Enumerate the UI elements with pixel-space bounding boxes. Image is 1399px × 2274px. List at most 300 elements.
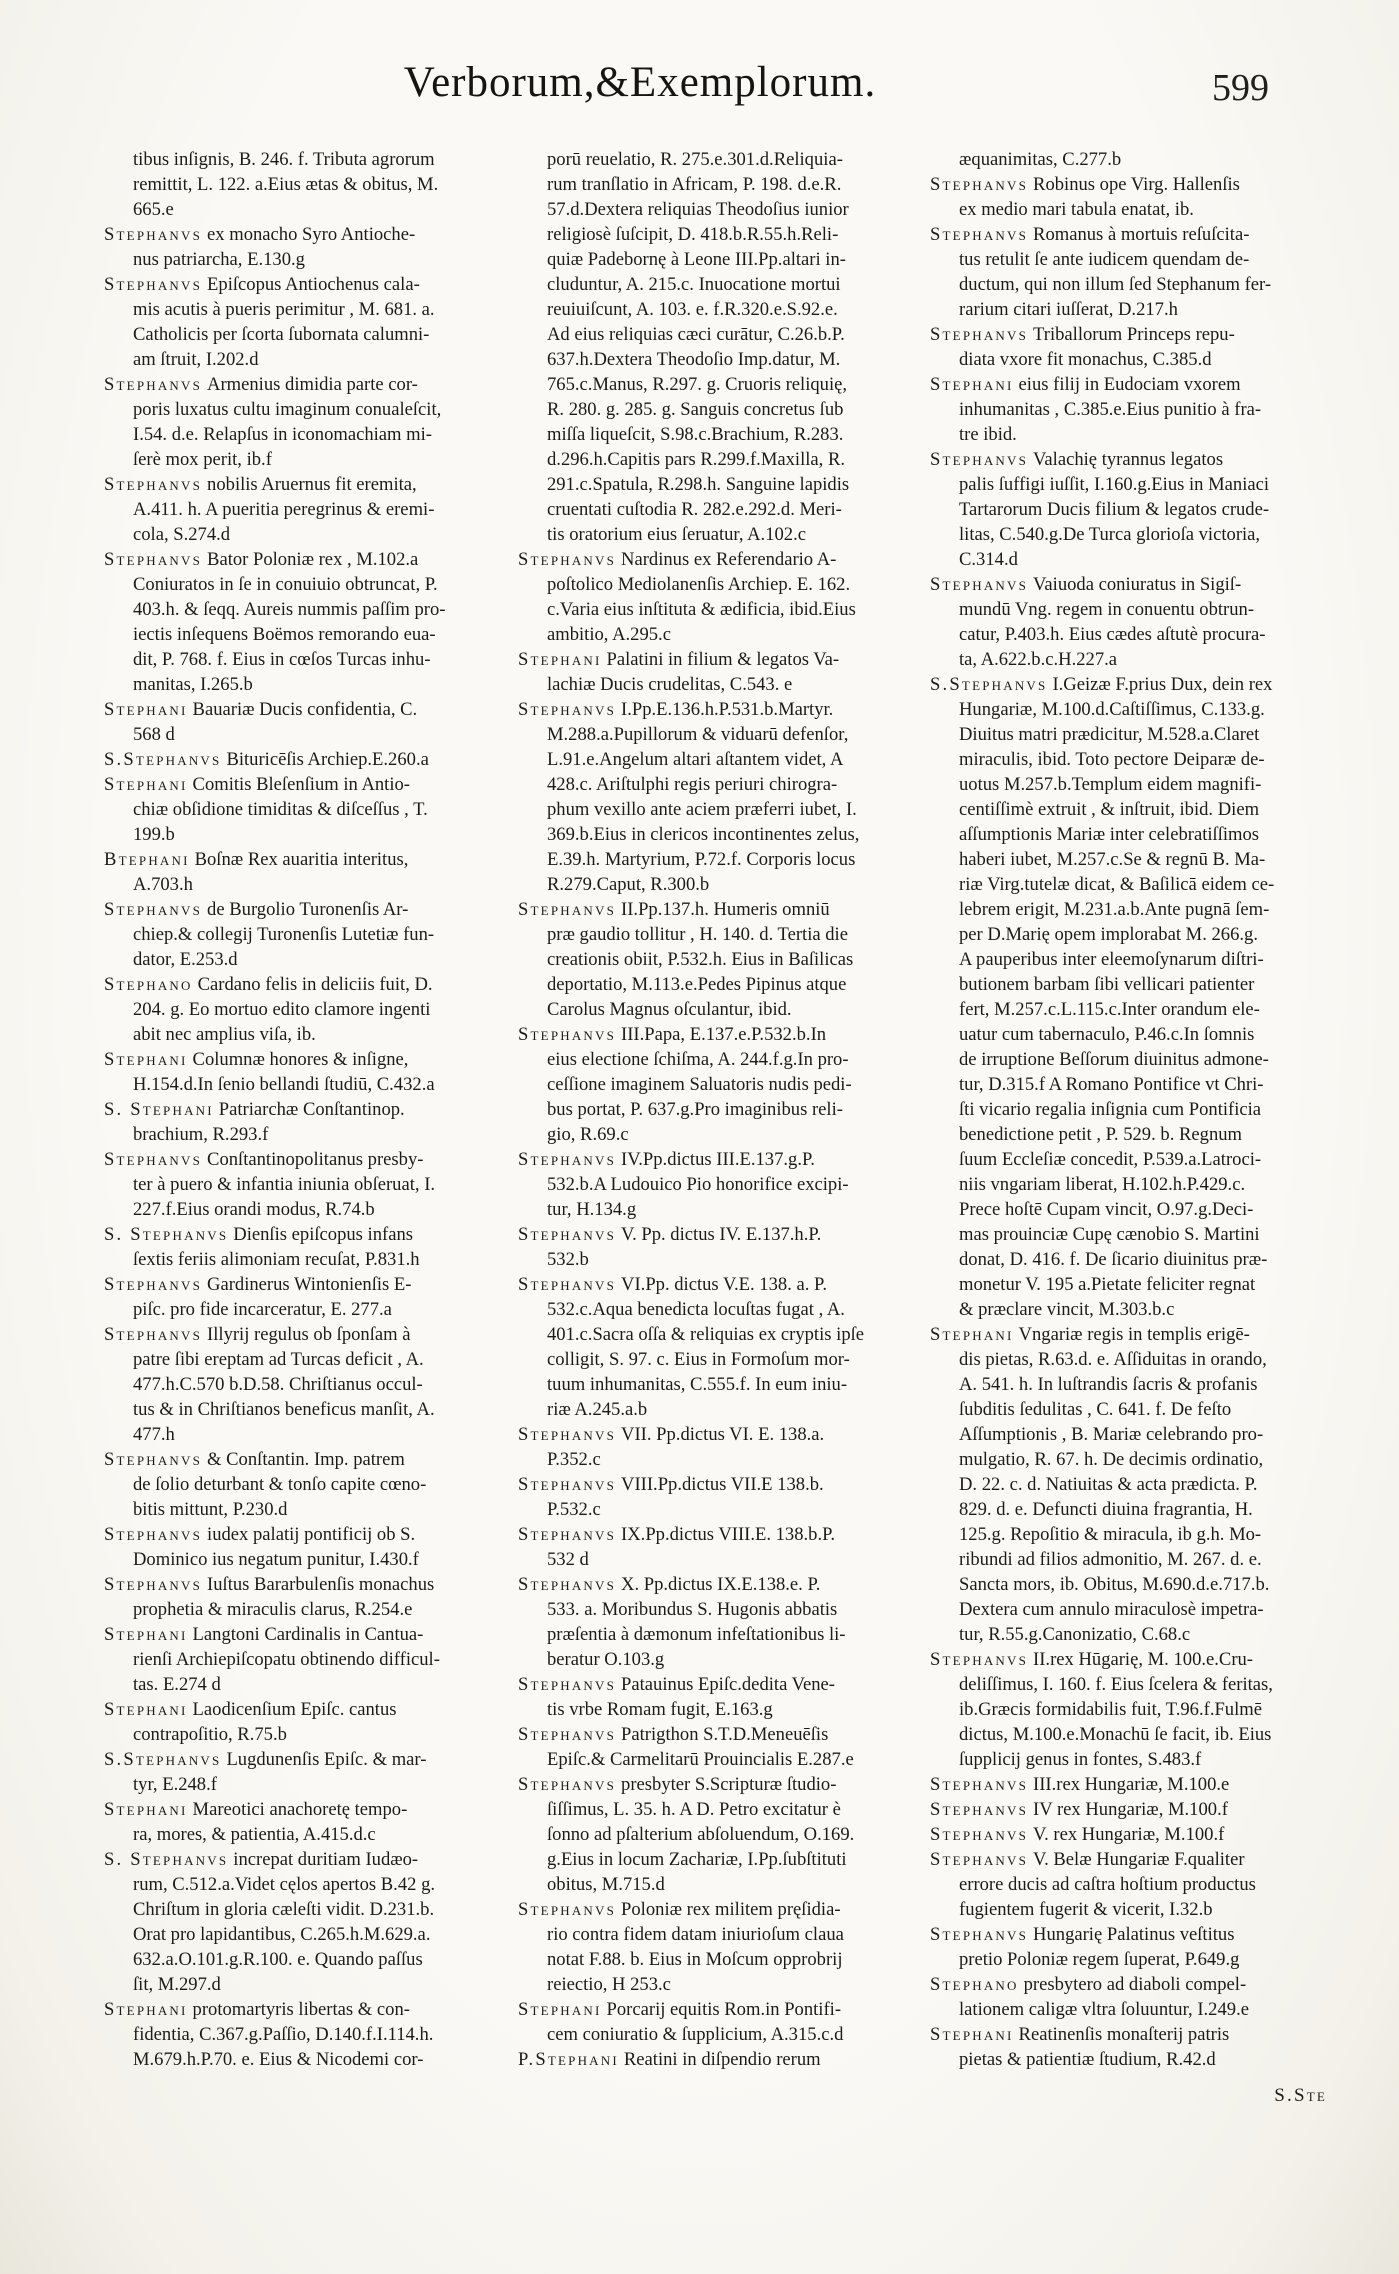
index-entry-line	[518, 1572, 938, 1597]
entry-text: Orat pro lapidantibus, C.265.h.M.629.a.	[133, 1924, 431, 1945]
entry-text: gio, R.69.c	[547, 1124, 629, 1145]
entry-text: Vngariæ regis in templis erigē-	[1018, 1324, 1250, 1345]
entry-text: ſiſſimus, L. 35. h. A D. Petro excitatur è	[547, 1799, 841, 1820]
entry-headword: Stephanvs	[104, 474, 203, 495]
entry-text: Gardinerus Wintonienſis E-	[207, 1274, 412, 1295]
index-continuation-line	[104, 647, 506, 672]
entry-headword: Stephanvs	[518, 1024, 617, 1045]
entry-text: præ gaudio tollitur , H. 140. d. Tertia die	[547, 924, 848, 945]
entry-text: 533. a. Moribundus S. Hugonis abbatis	[547, 1599, 838, 1620]
entry-text: Reatinenſis monaſterij patris	[1018, 2024, 1230, 2045]
index-continuation-line	[518, 822, 938, 847]
entry-text: Illyrij regulus ob ſponſam à	[207, 1324, 411, 1345]
index-continuation-line	[930, 1047, 1350, 1072]
index-continuation-line	[930, 872, 1350, 897]
entry-text: H.154.d.In ſenio bellandi ſtudiū, C.432.a	[133, 1074, 435, 1095]
index-continuation-line	[930, 522, 1350, 547]
index-continuation-line	[104, 1397, 506, 1422]
entry-text: Conſtantinopolitanus presby-	[207, 1149, 424, 1170]
entry-text: Sancta mors, ib. Obitus, M.690.d.e.717.b.	[959, 1574, 1270, 1595]
entry-text: fidentia, C.367.g.Paſſio, D.140.f.I.114.h.	[133, 2024, 434, 2045]
index-entry-line	[104, 1572, 506, 1597]
entry-text: ex monacho Syro Antioche-	[207, 224, 416, 245]
entry-text: ſit, M.297.d	[133, 1974, 221, 1995]
entry-headword: Stephanvs	[930, 1649, 1029, 1670]
index-entry-line	[104, 697, 506, 722]
index-entry-line	[104, 372, 506, 397]
entry-text: V. Pp. dictus IV. E.137.h.P.	[621, 1224, 822, 1245]
index-entry-line	[104, 1747, 506, 1772]
entry-text: eius electione ſchiſma, A. 244.f.g.In pro-	[547, 1049, 849, 1070]
entry-text: presbytero ad diaboli compel-	[1023, 1974, 1247, 1995]
entry-text: Cardano felis in deliciis fuit, D.	[197, 974, 433, 995]
index-continuation-line	[930, 772, 1350, 797]
entry-headword: S. Stephanvs	[104, 1224, 229, 1245]
entry-text: D. 22. c. d. Natiuitas & acta prædicta. P.	[959, 1474, 1258, 1495]
entry-text: catur, P.403.h. Eius cædes aſtutè procura-	[959, 624, 1266, 645]
entry-text: eius filij in Eudociam vxorem	[1018, 374, 1241, 395]
index-entry-line	[104, 1147, 506, 1172]
entry-text: IV.Pp.dictus III.E.137.g.P.	[621, 1149, 815, 1170]
index-entry-line	[518, 1472, 938, 1497]
entry-headword: Stephanvs	[518, 1274, 617, 1295]
entry-text: 403.h. & ſeqq. Aureis nummis paſſim pro-	[133, 599, 446, 620]
entry-headword: Stephanvs	[104, 274, 203, 295]
index-entry-line	[104, 772, 506, 797]
index-continuation-line	[104, 522, 506, 547]
entry-headword: Stephanvs	[104, 899, 203, 920]
entry-headword: Stephanvs	[104, 1524, 203, 1545]
index-entry-line	[930, 372, 1350, 397]
entry-text: dictus, M.100.e.Monachū ſe facit, ib. Eius	[959, 1724, 1272, 1745]
index-continuation-line	[104, 197, 506, 222]
entry-text: butionem barbam ſibi vellicari patienter	[959, 974, 1255, 995]
entry-headword: Stephanvs	[518, 1149, 617, 1170]
index-continuation-line	[518, 1097, 938, 1122]
index-continuation-line	[930, 272, 1350, 297]
index-continuation-line	[104, 1872, 506, 1897]
entry-text: ductum, qui non illum ſed Stephanum fer-	[959, 274, 1272, 295]
entry-headword: Stephanvs	[104, 224, 203, 245]
entry-headword: S.Stephanvs	[104, 1749, 222, 1770]
entry-text: Iuſtus Bararbulenſis monachus	[207, 1574, 435, 1595]
index-continuation-line	[104, 172, 506, 197]
entry-text: rum, C.512.a.Videt cęlos apertos B.42 g.	[133, 1874, 436, 1895]
index-continuation-line	[930, 1172, 1350, 1197]
index-continuation-line	[518, 922, 938, 947]
index-entry-line	[104, 1622, 506, 1647]
index-continuation-line	[104, 797, 506, 822]
index-continuation-line	[518, 1372, 938, 1397]
entry-text: 665.e	[133, 199, 174, 220]
entry-text: & præclare vincit, M.303.b.c	[959, 1299, 1175, 1320]
entry-text: R. 280. g. 285. g. Sanguis concretus ſub	[547, 399, 844, 420]
index-continuation-line	[930, 397, 1350, 422]
entry-text: 532.c.Aqua benedicta locuſtas fugat , A.	[547, 1299, 845, 1320]
index-continuation-line	[104, 497, 506, 522]
index-entry-line	[104, 1322, 506, 1347]
entry-text: Vaiuoda coniuratus in Sigiſ-	[1033, 574, 1242, 595]
index-continuation-line	[518, 1497, 938, 1522]
index-continuation-line	[518, 397, 938, 422]
entry-text: X. Pp.dictus IX.E.138.e. P.	[621, 1574, 821, 1595]
index-continuation-line	[104, 422, 506, 447]
index-continuation-line	[930, 1272, 1350, 1297]
entry-text: obitus, M.715.d	[547, 1874, 665, 1895]
index-entry-line	[518, 1672, 938, 1697]
index-entry-line	[518, 1997, 938, 2022]
index-entry-line	[518, 547, 938, 572]
entry-headword: Stephanvs	[518, 1674, 617, 1695]
entry-text: Reatini in diſpendio rerum	[623, 2049, 821, 2070]
entry-text: Catholicis per ſcorta ſubornata calumni-	[133, 324, 430, 345]
entry-headword: Stephani	[104, 774, 188, 795]
index-continuation-line	[518, 1447, 938, 1472]
index-continuation-line	[930, 697, 1350, 722]
entry-text: dis pietas, R.63.d. e. Aſſiduitas in orando,	[959, 1349, 1267, 1370]
index-continuation-line	[104, 397, 506, 422]
entry-text: mulgatio, R. 67. h. De decimis ordinatio,	[959, 1449, 1264, 1470]
entry-text: R.279.Caput, R.300.b	[547, 874, 710, 895]
entry-text: 532.b	[547, 1249, 589, 1270]
entry-text: poſtolico Mediolanenſis Archiep. E. 162.	[547, 574, 851, 595]
entry-text: Laodicenſium Epiſc. cantus	[192, 1699, 397, 1720]
index-continuation-line	[104, 1072, 506, 1097]
entry-text: quiæ Padebornę à Leone III.Pp.altari in-	[547, 249, 846, 270]
entry-text: phum vexillo ante aciem præferri iubet, I.	[547, 799, 857, 820]
index-entry-line	[930, 1797, 1350, 1822]
index-continuation-line	[518, 1297, 938, 1322]
entry-headword: Stephani	[518, 649, 602, 670]
index-entry-line	[104, 472, 506, 497]
entry-text: g.Eius in locum Zachariæ, I.Pp.ſubſtituti	[547, 1849, 847, 1870]
index-continuation-line	[518, 347, 938, 372]
index-continuation-line	[518, 372, 938, 397]
entry-text: Patriarchæ Conſtantinop.	[218, 1099, 405, 1120]
entry-headword: Stephanvs	[518, 1424, 617, 1445]
entry-text: per D.Marię opem implorabat M. 266.g.	[959, 924, 1258, 945]
entry-text: am ſtruit, I.202.d	[133, 349, 259, 370]
entry-text: Palatini in filium & legatos Va-	[606, 649, 840, 670]
entry-text: c.Varia eius inſtituta & ædificia, ibid.Eius	[547, 599, 856, 620]
index-continuation-line	[930, 622, 1350, 647]
entry-text: I.Pp.E.136.h.P.531.b.Martyr.	[621, 699, 834, 720]
entry-text: C.314.d	[959, 549, 1018, 570]
entry-text: IV rex Hungariæ, M.100.f	[1033, 1799, 1228, 1820]
entry-text: de Burgolio Turonenſis Ar-	[207, 899, 409, 920]
entry-text: 125.g. Repoſitio & miracula, ib g.h. Mo-	[959, 1524, 1262, 1545]
entry-text: porū reuelatio, R. 275.e.301.d.Reliquia-	[547, 149, 843, 170]
index-continuation-line	[930, 1397, 1350, 1422]
index-entry-line	[930, 1847, 1350, 1872]
index-continuation-line	[104, 1247, 506, 1272]
entry-text: ſonno ad pſalterium abſoluendum, O.169.	[547, 1824, 855, 1845]
entry-text: de irruptione Beſſorum diuinitus admone-	[959, 1049, 1269, 1070]
entry-text: 401.c.Sacra oſſa & reliquias ex cryptis ipſe	[547, 1324, 865, 1345]
entry-text: tus retulit ſe ante iudicem quendam de-	[959, 249, 1250, 270]
entry-text: 369.b.Eius in clericos incontinentes zelus,	[547, 824, 860, 845]
page-number: 599	[1212, 67, 1269, 109]
entry-text: contrapoſitio, R.75.b	[133, 1724, 287, 1745]
index-continuation-line	[518, 1122, 938, 1147]
entry-text: religiosè ſuſcipit, D. 418.b.R.55.h.Reli-	[547, 224, 839, 245]
index-continuation-line	[518, 147, 938, 172]
entry-text: II.rex Hūgarię, M. 100.e.Cru-	[1033, 1649, 1254, 1670]
entry-text: & Conſtantin. Imp. patrem	[207, 1449, 405, 1470]
index-continuation-line	[930, 422, 1350, 447]
entry-text: deliſſimus, I. 160. f. Eius ſcelera & feritas,	[959, 1674, 1273, 1695]
index-continuation-line	[930, 147, 1350, 172]
index-continuation-line	[930, 1022, 1350, 1047]
entry-text: ra, mores, & patientia, A.415.d.c	[133, 1824, 376, 1845]
index-continuation-line	[518, 1247, 938, 1272]
index-continuation-line	[104, 1372, 506, 1397]
entry-headword: Stephani	[930, 1324, 1014, 1345]
entry-text: Bauariæ Ducis confidentia, C.	[192, 699, 418, 720]
index-continuation-line	[930, 597, 1350, 622]
entry-text: tre ibid.	[959, 424, 1017, 445]
index-continuation-line	[930, 1497, 1350, 1522]
entry-text: A.703.h	[133, 874, 193, 895]
entry-text: patre ſibi ereptam ad Turcas deficit , A.	[133, 1349, 424, 1370]
entry-text: errore ducis ad caſtra hoſtium productus	[959, 1874, 1256, 1895]
entry-text: diata vxore fit monachus, C.385.d	[959, 349, 1212, 370]
index-continuation-line	[104, 1122, 506, 1147]
entry-text: beratur O.103.g	[547, 1649, 665, 1670]
entry-text: lationem caligæ vltra ſoluuntur, I.249.e	[959, 1999, 1249, 2020]
index-continuation-line	[518, 497, 938, 522]
index-continuation-line	[930, 797, 1350, 822]
index-entry-line	[104, 847, 506, 872]
entry-headword: Btephani	[104, 849, 190, 870]
index-continuation-line	[930, 1347, 1350, 1372]
entry-text: tibus inſignis, B. 246. f. Tributa agrorum	[133, 149, 435, 170]
index-continuation-line	[518, 1697, 938, 1722]
entry-text: ceſſione imaginem Saluatoris nudis pedi-	[547, 1074, 852, 1095]
entry-text: cem coniuratio & ſupplicium, A.315.c.d	[547, 2024, 844, 2045]
index-continuation-line	[104, 1822, 506, 1847]
index-continuation-line	[518, 172, 938, 197]
entry-text: creationis obiit, P.532.h. Eius in Baſilicas	[547, 949, 854, 970]
index-continuation-line	[930, 2047, 1350, 2072]
entry-headword: Stephanvs	[930, 1774, 1029, 1795]
entry-text: tis vrbe Romam fugit, E.163.g	[547, 1699, 773, 1720]
entry-headword: Stephanvs	[518, 699, 617, 720]
index-entry-line	[518, 1022, 938, 1047]
entry-text: bus portat, P. 637.g.Pro imaginibus reli-	[547, 1099, 843, 1120]
entry-text: pretio Poloniæ regem ſuperat, P.649.g	[959, 1949, 1240, 1970]
entry-headword: Stephanvs	[104, 1149, 203, 1170]
index-continuation-line	[930, 1872, 1350, 1897]
entry-text: III.rex Hungariæ, M.100.e	[1033, 1774, 1230, 1795]
index-continuation-line	[518, 722, 938, 747]
index-continuation-line	[930, 1472, 1350, 1497]
entry-text: 428.c. Ariſtulphi regis periuri chirogra-	[547, 774, 838, 795]
entry-text: remittit, L. 122. a.Eius ætas & obitus, M.	[133, 174, 439, 195]
index-entry-line	[104, 1047, 506, 1072]
index-entry-line	[104, 547, 506, 572]
entry-text: dator, E.253.d	[133, 949, 238, 970]
entry-text: riæ A.245.a.b	[547, 1399, 648, 1420]
entry-text: miraculis, ibid. Toto pectore Deiparæ de-	[959, 749, 1265, 770]
index-continuation-line	[104, 1672, 506, 1697]
index-entry-line	[930, 447, 1350, 472]
entry-text: Diuitus matri prædicitur, M.528.a.Claret	[959, 724, 1260, 745]
index-continuation-line	[518, 1597, 938, 1622]
index-entry-line	[518, 1522, 938, 1547]
entry-text: haberi iubet, M.257.c.Se & regnū B. Ma-	[959, 849, 1266, 870]
index-continuation-line	[930, 1247, 1350, 1272]
index-continuation-line	[518, 1922, 938, 1947]
index-continuation-line	[104, 822, 506, 847]
entry-text: mundū Vng. regem in conuentu obtrun-	[959, 599, 1255, 620]
entry-text: 477.h.C.570 b.D.58. Chriſtianus occul-	[133, 1374, 423, 1395]
index-continuation-line	[930, 947, 1350, 972]
index-continuation-line	[104, 1472, 506, 1497]
index-entry-line	[518, 1422, 938, 1447]
entry-text: fugientem fugerit & vicerit, I.32.b	[959, 1899, 1213, 1920]
index-continuation-line	[930, 1597, 1350, 1622]
index-entry-line	[518, 1272, 938, 1297]
catchword-text: S.Ste	[1274, 2085, 1327, 2106]
entry-text: reuiuiſcunt, A. 103. e. f.R.320.e.S.92.e.	[547, 299, 838, 320]
entry-headword: S.Stephanvs	[104, 749, 222, 770]
entry-headword: Stephani	[930, 374, 1014, 395]
entry-text: tis oratorium eius ſeruatur, A.102.c	[547, 524, 806, 545]
index-continuation-line	[104, 1647, 506, 1672]
entry-text: mis acutis à pueris perimitur , M. 681. a.	[133, 299, 435, 320]
index-continuation-line	[930, 1197, 1350, 1222]
entry-text: Romanus à mortuis reſuſcita-	[1033, 224, 1250, 245]
index-continuation-line	[104, 147, 506, 172]
entry-text: uotus M.257.b.Templum eidem magnifi-	[959, 774, 1262, 795]
index-continuation-line	[104, 1972, 506, 1997]
entry-text: ter à puero & infantia iniunia obſeruat, I.	[133, 1174, 436, 1195]
index-entry-line	[104, 972, 506, 997]
entry-text: chiæ obſidione timiditas & diſceſſus , T.	[133, 799, 428, 820]
entry-text: tas. E.274 d	[133, 1674, 221, 1695]
entry-headword: Stephanvs	[518, 1899, 617, 1920]
index-entry-line	[104, 897, 506, 922]
entry-text: P.532.c	[547, 1499, 601, 1520]
index-entry-line	[518, 1722, 938, 1747]
index-continuation-line	[104, 1022, 506, 1047]
index-continuation-line	[930, 547, 1350, 572]
index-continuation-line	[518, 1647, 938, 1672]
index-continuation-line	[518, 1047, 938, 1072]
entry-text: E.39.h. Martyrium, P.72.f. Corporis locus	[547, 849, 856, 870]
index-entry-line	[104, 1697, 506, 1722]
entry-text: VI.Pp. dictus V.E. 138. a. P.	[621, 1274, 827, 1295]
index-continuation-line	[930, 1547, 1350, 1572]
index-continuation-line	[104, 597, 506, 622]
entry-text: bitis mittunt, P.230.d	[133, 1499, 288, 1520]
entry-text: præſentia à dæmonum infeſtationibus li-	[547, 1624, 846, 1645]
entry-text: ambitio, A.295.c	[547, 624, 671, 645]
entry-headword: Stephanvs	[518, 1524, 617, 1545]
entry-text: Valachię tyrannus legatos	[1033, 449, 1224, 470]
entry-text: Epiſcopus Antiochenus cala-	[207, 274, 420, 295]
entry-headword: Stephanvs	[518, 1224, 617, 1245]
entry-text: Epiſc.& Carmelitarū Prouincialis E.287.e	[547, 1749, 854, 1770]
index-entry-line	[930, 672, 1350, 697]
entry-text: Dominico ius negatum punitur, I.430.f	[133, 1549, 419, 1570]
index-continuation-line	[518, 447, 938, 472]
entry-text: increpat duritiam Iudæo-	[233, 1849, 419, 1870]
index-continuation-line	[104, 1497, 506, 1522]
entry-text: Chriſtum in gloria cæleſti vidit. D.231.b.	[133, 1899, 435, 1920]
index-continuation-line	[518, 947, 938, 972]
entry-text: lebrem erigit, M.231.a.b.Ante pugnā ſem-	[959, 899, 1270, 920]
index-continuation-line	[930, 822, 1350, 847]
entry-text: reiectio, H 253.c	[547, 1974, 671, 1995]
entry-text: V. Belæ Hungariæ F.qualiter	[1033, 1849, 1245, 1870]
index-continuation-line	[518, 197, 938, 222]
entry-headword: Stephani	[104, 1799, 188, 1820]
entry-headword: Stephanvs	[518, 549, 617, 570]
index-continuation-line	[930, 1572, 1350, 1597]
index-continuation-line	[518, 772, 938, 797]
index-entry-line	[104, 1847, 506, 1872]
entry-text: M.288.a.Pupillorum & viduarū defenſor,	[547, 724, 849, 745]
index-continuation-line	[930, 897, 1350, 922]
index-continuation-line	[930, 722, 1350, 747]
entry-text: Mareotici anachoretę tempo-	[192, 1799, 408, 1820]
entry-text: niis vngariam liberat, H.102.h.P.429.c.	[959, 1174, 1246, 1195]
index-continuation-line	[104, 322, 506, 347]
index-continuation-line	[930, 1722, 1350, 1747]
index-entry-line	[104, 1522, 506, 1547]
index-entry-line	[930, 1322, 1350, 1347]
index-continuation-line	[104, 1897, 506, 1922]
entry-headword: Stephanvs	[930, 1799, 1029, 1820]
entry-text: manitas, I.265.b	[133, 674, 253, 695]
index-continuation-line	[518, 522, 938, 547]
index-continuation-line	[518, 1347, 938, 1372]
index-entry-line	[518, 1772, 938, 1797]
index-continuation-line	[518, 872, 938, 897]
entry-text: ſextis feriis alimoniam recuſat, P.831.h	[133, 1249, 420, 1270]
entry-text: 199.b	[133, 824, 175, 845]
index-continuation-line	[518, 1847, 938, 1872]
index-entry-line	[930, 1772, 1350, 1797]
index-continuation-line	[518, 322, 938, 347]
entry-headword: P.Stephani	[518, 2049, 619, 2070]
index-continuation-line	[104, 1547, 506, 1572]
entry-text: Dienſis epiſcopus infans	[233, 1224, 413, 1245]
entry-text: Langtoni Cardinalis in Cantua-	[192, 1624, 424, 1645]
entry-text: I.54. d.e. Relapſus in iconomachiam mi-	[133, 424, 432, 445]
entry-text: iudex palatij pontificij ob S.	[207, 1524, 416, 1545]
entry-text: tyr, E.248.f	[133, 1774, 217, 1795]
entry-text: palis ſuffigi iuſſit, I.160.g.Eius in Maniaci	[959, 474, 1270, 495]
entry-text: Patauinus Epiſc.dedita Vene-	[621, 1674, 835, 1695]
index-continuation-line	[518, 222, 938, 247]
entry-text: ribundi ad filios admonitio, M. 267. d. e.	[959, 1549, 1262, 1570]
entry-headword: Stephanvs	[930, 1849, 1029, 1870]
index-continuation-line	[518, 1972, 938, 1997]
index-continuation-line	[930, 1522, 1350, 1547]
index-continuation-line	[518, 272, 938, 297]
entry-text: 477.h	[133, 1424, 175, 1445]
entry-text: inhumanitas , C.385.e.Eius punitio à fra-	[959, 399, 1262, 420]
index-continuation-line	[104, 722, 506, 747]
index-continuation-line	[104, 2047, 506, 2072]
entry-text: IX.Pp.dictus VIII.E. 138.b.P.	[621, 1524, 836, 1545]
index-continuation-line	[518, 247, 938, 272]
index-continuation-line	[104, 297, 506, 322]
index-continuation-line	[930, 1097, 1350, 1122]
